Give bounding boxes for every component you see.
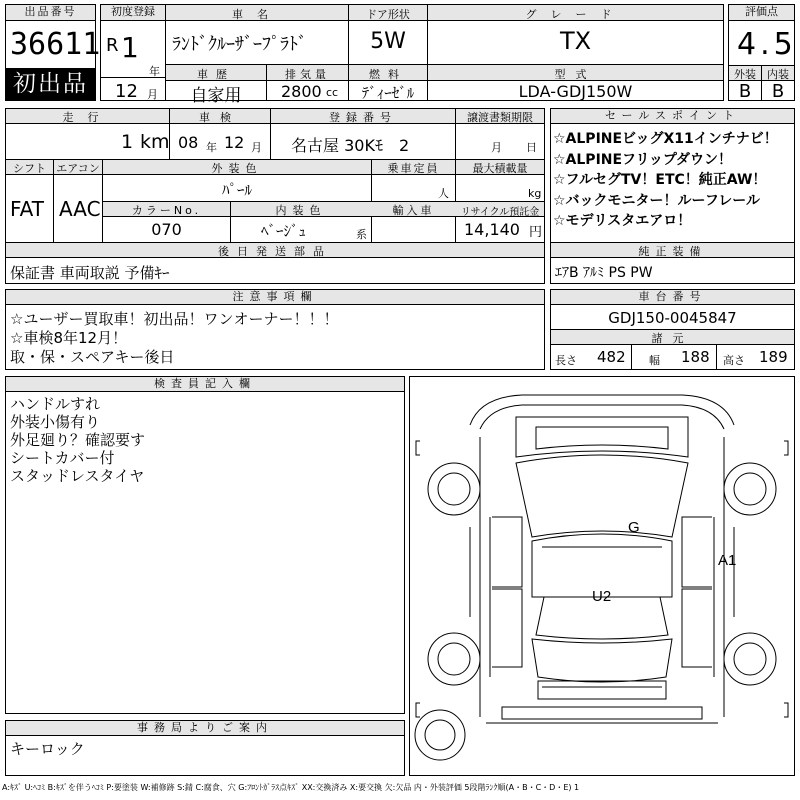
load-label: 最大積載量 — [472, 162, 528, 175]
import-label: 輸入車 — [392, 204, 435, 217]
sales-point-item: ☆フルセグTV！ETC！純正AW！ — [553, 172, 767, 188]
aircon-value: AAC — [59, 197, 101, 221]
reg-month-unit: 月 — [147, 88, 158, 101]
interior-color-label: 内装色 — [275, 204, 327, 217]
door-value: 5W — [370, 29, 406, 54]
notes-label: 注意事項欄 — [6, 290, 544, 305]
exterior-color-label: 外装色 — [211, 162, 263, 175]
reg-era: R — [106, 35, 119, 56]
plate-value: 名古屋 30Kﾓ 2 — [291, 136, 410, 155]
width-label: 幅 — [649, 354, 660, 367]
lot-number-box — [5, 4, 101, 101]
car-name-value: ﾗﾝﾄﾞｸﾙｰｻﾞｰﾌﾟﾗﾄﾞ — [172, 34, 307, 55]
exterior-color-value: ﾊﾟｰﾙ — [221, 181, 252, 199]
chassis-number-value: GDJ150-0045847 — [608, 309, 737, 327]
capacity-label: 乗車定員 — [387, 162, 440, 175]
car-name-label: 車名 — [232, 8, 282, 21]
sales-point-item: ☆モデリスタエアロ！ — [553, 213, 692, 229]
grade-value: TX — [559, 27, 592, 55]
inspector-box — [5, 376, 405, 714]
inspection-month-unit: 月 — [251, 141, 262, 154]
ext-score-label: 外装 — [734, 68, 756, 81]
sales-points-label: セールスポイント — [551, 109, 794, 124]
lot-number-label: 出品番号 — [6, 5, 95, 21]
door-label: ドア形状 — [366, 8, 410, 21]
ext-score-value: B — [738, 81, 752, 102]
recycle-label: リサイクル預託金 — [460, 207, 540, 218]
chassis-number-label: 車台番号 — [551, 290, 794, 305]
sales-point-item: ☆バックモニター！ルーフレール — [553, 192, 761, 209]
color-number-value: 070 — [151, 220, 182, 239]
inspector-label: 検査員記入欄 — [6, 377, 404, 392]
interior-color-value: ﾍﾞｰｼﾞｭ — [261, 222, 307, 240]
inspector-line: 外装小傷有り — [10, 413, 101, 431]
inspector-line: シートカバー付 — [10, 449, 115, 467]
shift-value: FAT — [10, 197, 45, 221]
vehicle-info-box — [165, 4, 724, 106]
plate-label: 登録番号 — [329, 111, 397, 124]
capacity-unit: 人 — [438, 187, 449, 200]
interior-color-unit: 系 — [356, 228, 367, 241]
damage-mark-g: G — [628, 519, 640, 536]
model-label: 型式 — [554, 68, 597, 81]
first-registration-label: 初度登録 — [101, 5, 165, 21]
legend: A:ｷｽﾞ U:ﾍｺﾐ B:ｷｽﾞを伴うﾍｺﾐ P:要塗装 W:補修跡 S:錆 C:腐食、穴 G:ﾌﾛﾝﾄｶﾞﾗｽ点ｷｽﾞ XX:交換済み X:要交換 欠:欠品 内・外装評価 5段階ﾗﾝｸ順(A・B・C・D・E) 1 — [2, 783, 580, 792]
later-parts-label: 後日発送部品 — [218, 245, 332, 258]
mileage-value: 1 — [121, 131, 134, 153]
car-diagram — [410, 377, 794, 775]
inspection-label: 車検 — [199, 111, 241, 124]
inspector-line: 外足廻り？確認要す — [10, 431, 146, 449]
int-score-label: 内装 — [767, 68, 789, 81]
inspection-year-unit: 年 — [206, 141, 217, 154]
details-box — [5, 108, 545, 284]
first-listing-badge: 初出品 — [6, 68, 95, 100]
displacement-value: 2800 — [281, 82, 322, 101]
inspector-line: ハンドルすれ — [10, 395, 101, 413]
fuel-value: ﾃﾞｨｰｾﾞﾙ — [361, 84, 415, 102]
specs-label: 諸元 — [651, 332, 694, 345]
shift-label: シフト — [13, 162, 46, 175]
width-value: 188 — [681, 348, 710, 366]
car-diagram-box — [409, 376, 795, 776]
color-number-label: カラーNo. — [131, 204, 202, 217]
inspection-month: 12 — [224, 133, 245, 152]
length-value: 482 — [597, 348, 626, 366]
notes-box — [5, 289, 545, 370]
damage-mark-u2: U2 — [592, 588, 612, 605]
standard-equipment-label: 純正装備 — [638, 245, 707, 258]
notes-line: ☆ユーザー買取車！初出品！ワンオーナー！！！ — [10, 310, 339, 328]
height-label: 高さ — [723, 354, 745, 367]
transfer-day-unit: 日 — [526, 141, 537, 154]
transfer-label: 譲渡書類期限 — [467, 111, 533, 124]
notes-line: 取・保・スペアキー後日 — [10, 348, 175, 366]
height-value: 189 — [759, 348, 788, 366]
history-value: 自家用 — [190, 86, 242, 106]
damage-mark-a1: A1 — [718, 552, 737, 569]
displacement-label: 排気量 — [285, 68, 330, 81]
history-label: 車歴 — [197, 68, 235, 81]
mileage-unit: km — [140, 131, 170, 153]
office-box — [5, 720, 405, 776]
recycle-value: 14,140 — [464, 220, 520, 239]
mileage-label: 走行 — [62, 111, 113, 124]
standard-equipment-value: ｴｱB ｱﾙﾐ PS PW — [555, 265, 653, 281]
score-box — [728, 4, 795, 101]
fuel-label: 燃料 — [369, 68, 407, 81]
reg-year: 1 — [121, 31, 139, 64]
inspection-year: 08 — [178, 133, 199, 152]
score-label: 評価点 — [729, 5, 794, 21]
aircon-label: エアコン — [56, 162, 100, 175]
load-unit: kg — [528, 187, 542, 200]
reg-year-unit: 年 — [149, 65, 160, 78]
score-value: 4.5 — [737, 27, 797, 62]
first-registration-box — [100, 4, 166, 101]
sales-point-item: ☆ALPINEフリップダウン！ — [553, 151, 732, 168]
int-score-value: B — [771, 81, 785, 102]
office-label: 事務局よりご案内 — [6, 721, 404, 736]
sales-point-list — [553, 129, 793, 232]
model-value: LDA-GDJ150W — [518, 82, 633, 101]
office-value: キーロック — [10, 740, 85, 758]
sales-point-item: ☆ALPINEビッグX11インチナビ！ — [553, 131, 778, 147]
later-parts-value: 保証書 車両取説 予備ｷｰ — [10, 264, 170, 282]
transfer-month-unit: 月 — [491, 141, 502, 154]
reg-month: 12 — [115, 81, 138, 102]
chassis-box — [550, 289, 795, 370]
recycle-unit: 円 — [529, 225, 543, 240]
grade-label: グレード — [525, 8, 626, 21]
length-label: 長さ — [555, 354, 577, 367]
lot-number-value: 36611 — [10, 27, 101, 62]
notes-line: ☆車検8年12月！ — [10, 329, 128, 347]
sales-points-box — [550, 108, 795, 284]
inspector-line: スタッドレスタイヤ — [10, 467, 145, 485]
displacement-unit: cc — [326, 86, 339, 99]
